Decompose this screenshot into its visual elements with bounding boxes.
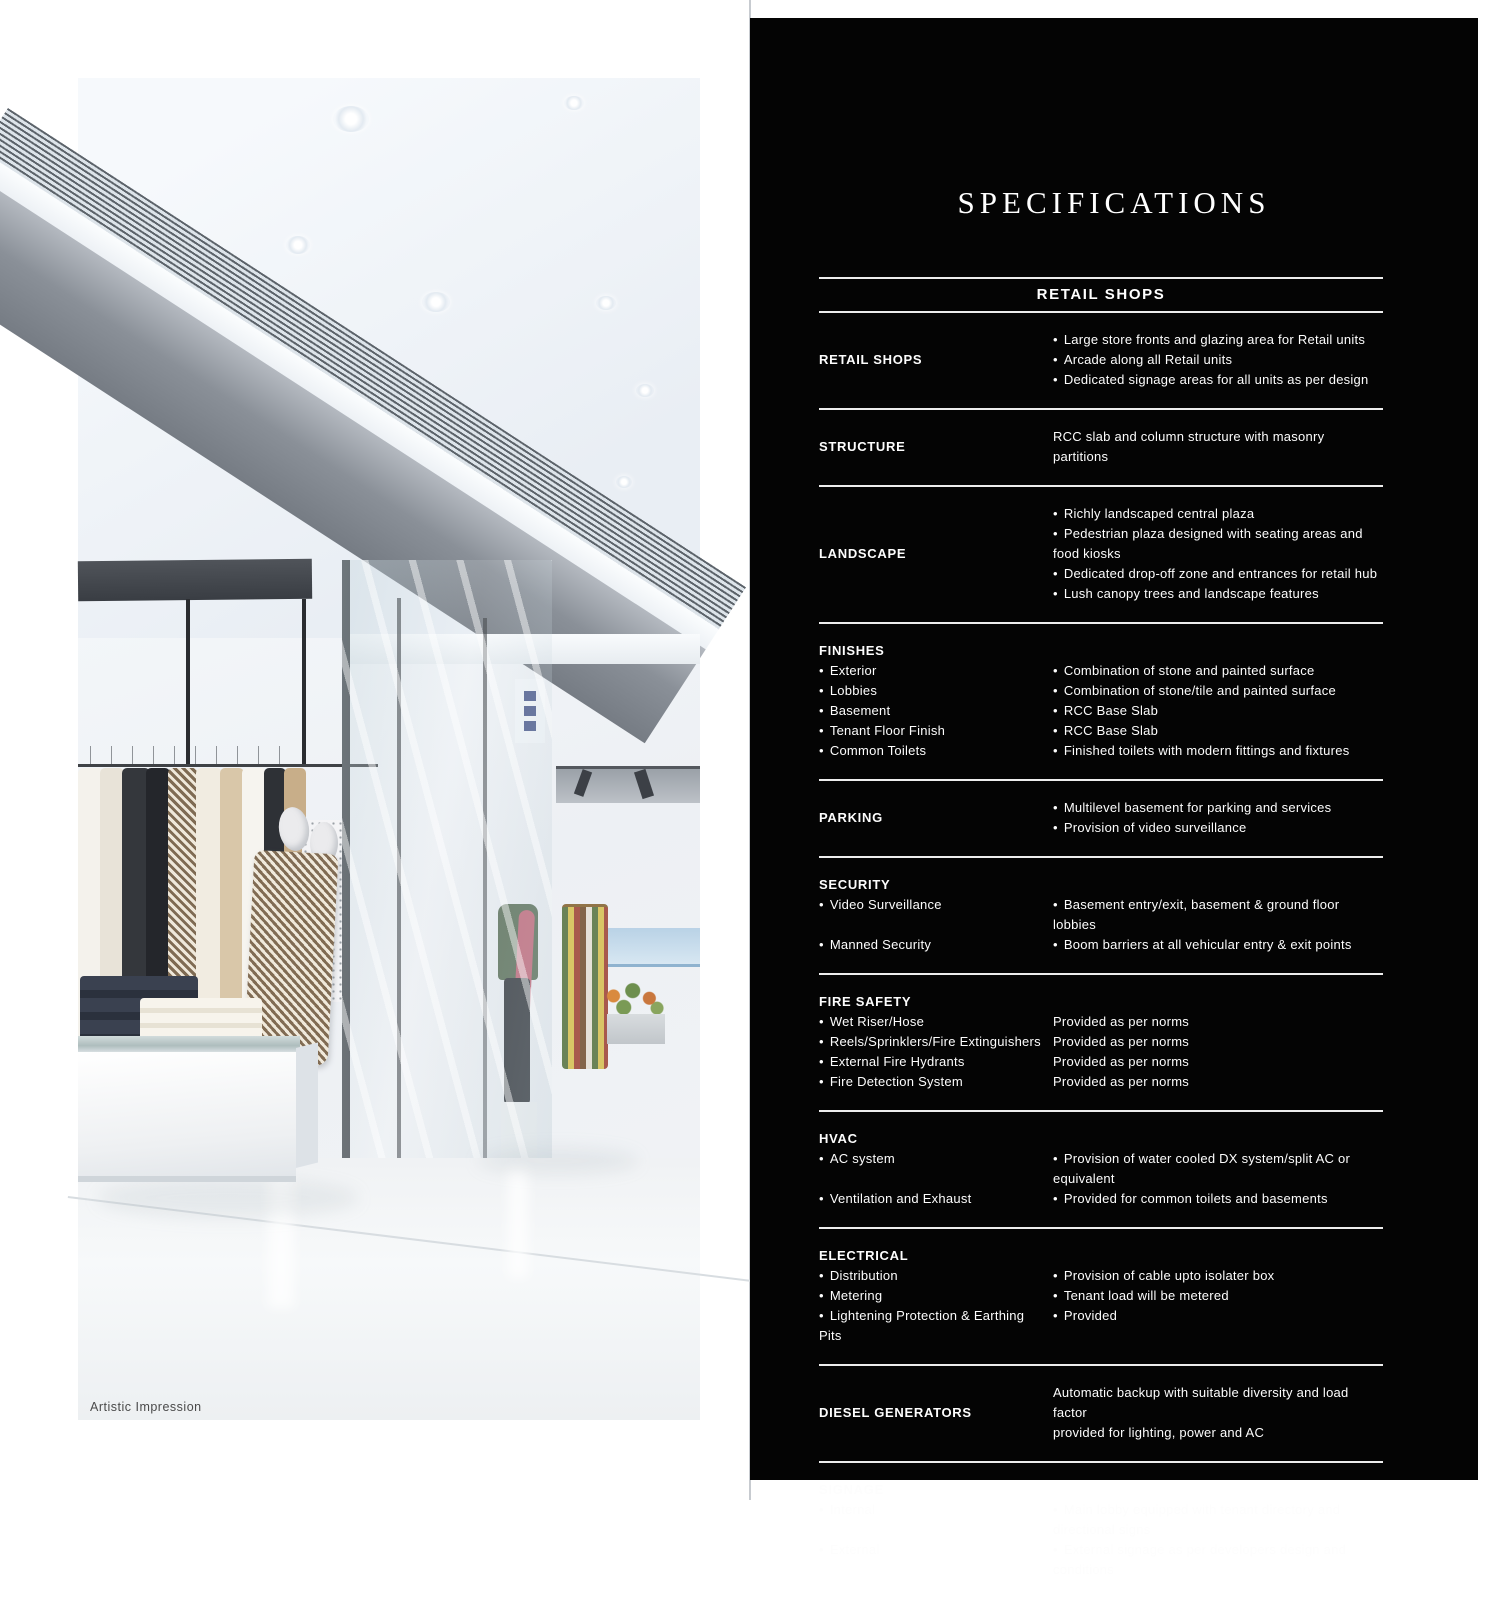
bullet-icon: •: [1053, 897, 1058, 912]
bullet-icon: •: [1053, 332, 1058, 347]
display-table-glass-top: [78, 1036, 300, 1052]
row-label: PARKING: [819, 810, 883, 825]
bullet-icon: •: [819, 743, 824, 758]
downlight-icon: [596, 296, 616, 310]
table-row: [819, 330, 1383, 390]
table-row: [819, 1072, 1383, 1092]
bullet-icon: •: [819, 723, 824, 738]
rack-rod: [302, 599, 306, 767]
floor-shadow: [98, 1178, 358, 1218]
bullet-icon: •: [819, 1191, 824, 1206]
bullet-icon: •: [819, 1014, 824, 1029]
folded-clothes-cream: [140, 998, 262, 1040]
row-label: DIESEL GENERATORS: [819, 1405, 972, 1420]
spec-section-finishes: [819, 624, 1383, 781]
row-label: • Exterior: [819, 661, 1053, 681]
photo-caption: Artistic Impression: [90, 1400, 202, 1414]
value-line: • Dedicated signage areas for all units as per design: [1053, 370, 1383, 390]
table-row: [819, 1540, 1383, 1580]
bullet-icon: •: [1053, 1288, 1058, 1303]
section-heading: FINISHES: [819, 643, 885, 658]
glass-mullion: [483, 618, 487, 1158]
table-row: [819, 1286, 1383, 1306]
row-label: STRUCTURE: [819, 439, 906, 454]
downlight-icon: [616, 476, 632, 488]
row-value: Provided as per norms: [1053, 1034, 1190, 1049]
row-value: • Basement entry/exit, basement & ground floor lobbies: [1053, 897, 1340, 932]
row-value: • Combination of stone and painted surface: [1053, 661, 1383, 681]
section-heading: HVAC: [819, 1131, 858, 1146]
spec-section-fire-safety: [819, 975, 1383, 1112]
display-table-side: [296, 1043, 318, 1168]
bullet-icon: •: [1053, 1502, 1058, 1517]
value-line: RCC slab and column structure with masonry partitions: [1053, 429, 1325, 464]
row-label: • Lightening Protection & Earthing Pits: [819, 1308, 1025, 1343]
value-line: • Arcade along all Retail units: [1053, 350, 1383, 370]
row-value: • Provision of cable upto isolater box: [1053, 1266, 1383, 1286]
spec-section-diesel-generators: [819, 1366, 1383, 1463]
section-heading: FIRE SAFETY: [819, 994, 912, 1009]
bullet-icon: •: [1053, 352, 1058, 367]
mannequin2-pants: [504, 978, 530, 1104]
retail-interior-photo: [78, 78, 700, 1420]
downlight-icon: [564, 96, 584, 110]
table-row: [819, 1012, 1383, 1032]
table-row: [819, 1383, 1383, 1443]
value-line: • Provision of video surveillance: [1053, 818, 1383, 838]
table-row: [819, 721, 1383, 741]
specifications-panel: [750, 18, 1478, 1577]
row-label: • AC system: [819, 1149, 1053, 1189]
row-label: RETAIL SHOPS: [819, 352, 923, 367]
page-title: SPECIFICATIONS: [957, 185, 1271, 220]
row-value: • Finished toilets with modern fittings and fixtures: [1053, 741, 1383, 761]
spec-section-electrical: [819, 1229, 1383, 1366]
spec-sections: [819, 313, 1383, 1598]
bullet-icon: •: [1053, 1268, 1058, 1283]
section-heading: SECURITY: [819, 877, 891, 892]
hanger-hooks: [80, 746, 288, 765]
value-line: • Multilevel basement for parking and services: [1053, 798, 1383, 818]
table-row: [819, 681, 1383, 701]
bullet-icon: •: [1053, 1542, 1058, 1557]
floor-reflection: [508, 1168, 528, 1278]
table-row: [819, 741, 1383, 761]
value-line: • Lush canopy trees and landscape features: [1053, 584, 1383, 604]
section-heading: ELECTRICAL: [819, 1248, 909, 1263]
table-row: [819, 1032, 1383, 1052]
bullet-icon: •: [819, 1308, 824, 1323]
clothes-rail: [78, 764, 378, 767]
row-label: • External Fire Hydrants: [819, 1052, 1053, 1072]
planter-box: [607, 1014, 665, 1044]
row-label: • Video Surveillance: [819, 895, 1053, 935]
bullet-icon: •: [819, 897, 824, 912]
bullet-icon: •: [819, 703, 824, 718]
row-value: • Main lobby equipped with tenant directory and directional signs: [1053, 1502, 1341, 1537]
bullet-icon: •: [1053, 743, 1058, 758]
table-row: [819, 798, 1383, 838]
row-label: • Wet Riser/Hose: [819, 1012, 1053, 1032]
bullet-icon: •: [1053, 683, 1058, 698]
bullet-icon: •: [1053, 372, 1058, 387]
row-value: • Provided: [1053, 1306, 1383, 1346]
table-row: [819, 701, 1383, 721]
row-value: Provided as per norms: [1053, 1074, 1190, 1089]
table-header-title: RETAIL SHOPS: [1036, 286, 1166, 303]
bullet-icon: •: [1053, 566, 1058, 581]
bullet-icon: •: [819, 1268, 824, 1283]
table-row: [819, 504, 1383, 604]
row-value: [1053, 798, 1383, 838]
bullet-icon: •: [1053, 586, 1058, 601]
spec-section-landscape: [819, 487, 1383, 624]
store-logo-sign: [515, 679, 545, 743]
bullet-icon: •: [1053, 703, 1058, 718]
bullet-icon: •: [1053, 506, 1058, 521]
value-line: • Pedestrian plaza designed with seating areas and food kiosks: [1053, 526, 1363, 561]
value-line: • Dedicated drop-off zone and entrances for retail hub: [1053, 564, 1383, 584]
row-value: Provided as per norms: [1053, 1014, 1190, 1029]
bullet-icon: •: [819, 683, 824, 698]
spec-section-structure: [819, 410, 1383, 487]
spec-section-hvac: [819, 1112, 1383, 1229]
row-value: • RCC Base Slab: [1053, 721, 1383, 741]
downlight-icon: [636, 384, 654, 397]
bullet-icon: •: [819, 1034, 824, 1049]
bullet-icon: •: [1053, 1151, 1058, 1166]
bullet-icon: •: [819, 1074, 824, 1089]
table-row: [819, 1189, 1383, 1209]
table-row: [819, 1052, 1383, 1072]
display-table: [78, 1052, 296, 1182]
spec-section-security: [819, 858, 1383, 975]
row-value: • Boom barriers at all vehicular entry & exit points: [1053, 935, 1383, 955]
value-line: • Large store fronts and glazing area for Retail units: [1053, 330, 1383, 350]
table-row: [819, 1149, 1383, 1189]
row-value: • Tenant load will be metered: [1053, 1286, 1383, 1306]
spec-section-signage: [819, 1463, 1383, 1598]
row-label: • Ventilation and Exhaust: [819, 1189, 1053, 1209]
bullet-icon: •: [819, 1151, 824, 1166]
glass-mullion: [397, 598, 401, 1158]
table-row: [819, 1266, 1383, 1286]
bullet-icon: •: [1053, 663, 1058, 678]
row-label: • Fire Detection System: [819, 1072, 1053, 1092]
table-row: [819, 1306, 1383, 1346]
planter-flowers: [602, 980, 666, 1018]
table-row: [819, 661, 1383, 681]
downlight-icon: [286, 236, 310, 254]
bullet-icon: •: [819, 937, 824, 952]
bullet-icon: •: [819, 1054, 824, 1069]
row-label: • Distribution: [819, 1266, 1053, 1286]
bullet-icon: •: [819, 663, 824, 678]
row-label: • Tenant Floor Finish: [819, 721, 1053, 741]
bullet-icon: •: [1053, 820, 1058, 835]
row-value: [1053, 427, 1383, 467]
rack-rod: [186, 599, 190, 767]
row-label: • Metering: [819, 1286, 1053, 1306]
downlight-icon: [422, 292, 450, 312]
row-value: [1053, 504, 1383, 604]
spec-section-parking: [819, 781, 1383, 858]
shop-sign-band: [78, 559, 312, 601]
bullet-icon: •: [1053, 1191, 1058, 1206]
value-line: Automatic backup with suitable diversity and load factor: [1053, 1385, 1349, 1420]
value-line: • Richly landscaped central plaza: [1053, 504, 1383, 524]
floor-shadow: [478, 1148, 638, 1174]
window-sky-view: [607, 928, 700, 967]
table-row: [819, 1500, 1383, 1540]
row-label: • Internal: [819, 1500, 1053, 1540]
bullet-icon: •: [819, 1542, 824, 1557]
bullet-icon: •: [1053, 937, 1058, 952]
bullet-icon: •: [1053, 526, 1058, 541]
row-value: • External signage as per developers design and conditions: [1053, 1542, 1347, 1577]
table-header: [819, 277, 1383, 313]
row-value: [1053, 330, 1383, 390]
table-row: [819, 935, 1383, 955]
value-line: provided for lighting, power and AC: [1053, 1425, 1265, 1440]
bullet-icon: •: [819, 1288, 824, 1303]
bullet-icon: •: [1053, 723, 1058, 738]
spec-section-retail-shops: [819, 313, 1383, 410]
row-value: [1053, 1383, 1383, 1443]
row-label: • Common Toilets: [819, 741, 1053, 761]
row-label: • Reels/Sprinklers/Fire Extinguishers: [819, 1032, 1053, 1052]
row-label: LANDSCAPE: [819, 546, 907, 561]
bullet-icon: •: [1053, 1308, 1058, 1323]
row-value: Provided as per norms: [1053, 1054, 1190, 1069]
table-row: [819, 427, 1383, 467]
section-heading: SIGNAGE: [819, 1482, 884, 1497]
downlight-icon: [333, 106, 369, 132]
bullet-icon: •: [819, 1502, 824, 1517]
row-value: • RCC Base Slab: [1053, 701, 1383, 721]
row-label: • External: [819, 1540, 1053, 1580]
row-label: • Manned Security: [819, 935, 1053, 955]
row-value: • Provided for common toilets and basements: [1053, 1189, 1383, 1209]
row-label: • Basement: [819, 701, 1053, 721]
bullet-icon: •: [1053, 800, 1058, 815]
table-row: [819, 895, 1383, 935]
row-value: • Combination of stone/tile and painted surface: [1053, 681, 1383, 701]
glass-mullion: [342, 560, 350, 1200]
row-label: • Lobbies: [819, 681, 1053, 701]
row-value: • Provision of water cooled DX system/split AC or equivalent: [1053, 1151, 1351, 1186]
